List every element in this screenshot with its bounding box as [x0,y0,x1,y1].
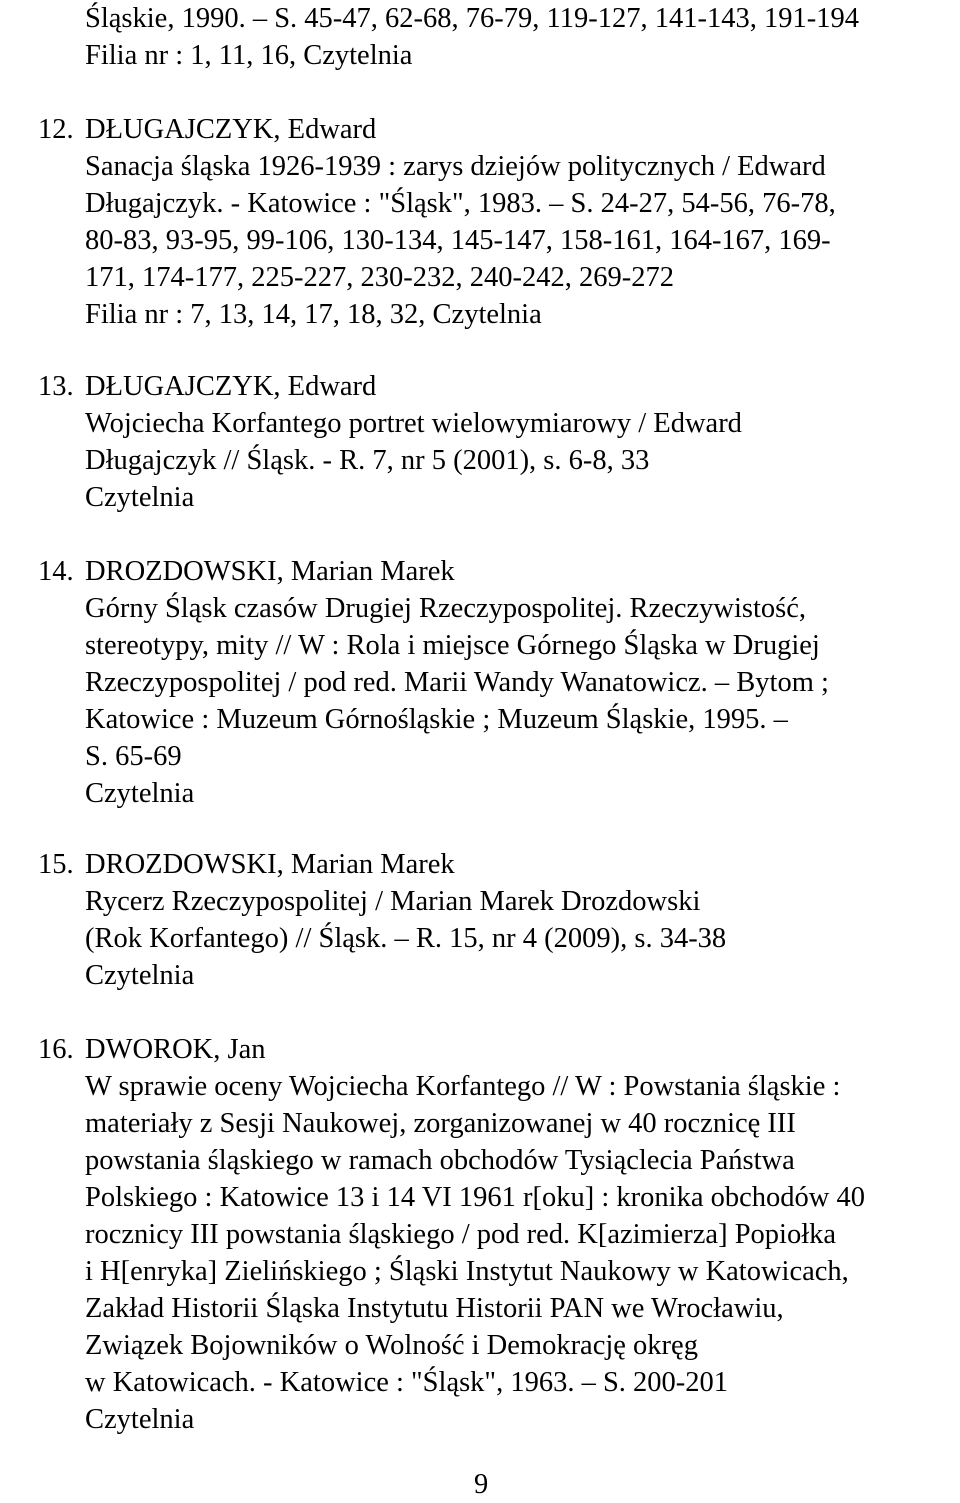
entry-author: DWOROK, Jan [85,1034,266,1065]
entry-author: DROZDOWSKI, Marian Marek [85,849,455,880]
entry-number: 15. [38,849,74,880]
text-line: W sprawie oceny Wojciecha Korfantego // W : Powstania śląskie : [85,1071,841,1102]
text-line: Długajczyk // Śląsk. - R. 7, nr 5 (2001), s. 6-8, 33 [85,445,650,476]
entry-body [85,1031,865,1438]
text-line: i H[enryka] Zielińskiego ; Śląski Instytut Naukowy w Katowicach, [85,1256,849,1287]
entry-body [85,846,726,994]
text-line: Katowice : Muzeum Górnośląskie ; Muzeum Śląskie, 1995. – [85,704,788,735]
entry-number: 14. [38,556,74,587]
entry-number: 12. [38,114,74,145]
entry-location: Czytelnia [85,960,195,991]
text-line: Polskiego : Katowice 13 i 14 VI 1961 r[oku] : kronika obchodów 40 [85,1182,865,1213]
text-line: Związek Bojowników o Wolność i Demokrację okręg [85,1330,698,1361]
text-line: Rycerz Rzeczypospolitej / Marian Marek Drozdowski [85,886,701,917]
text-line: 171, 174-177, 225-227, 230-232, 240-242, 269-272 [85,262,674,293]
page-number: 9 [474,1469,489,1500]
text-line: powstania śląskiego w ramach obchodów Tysiąclecia Państwa [85,1145,795,1176]
text-line: materiały z Sesji Naukowej, zorganizowanej w 40 rocznicę III [85,1108,796,1139]
text-line: stereotypy, mity // W : Rola i miejsce Górnego Śląska w Drugiej [85,630,820,661]
entry-author: DŁUGAJCZYK, Edward [85,371,377,402]
entry-body [85,368,742,516]
text-line: Sanacja śląska 1926-1939 : zarys dziejów politycznych / Edward [85,151,826,182]
text-line: Śląskie, 1990. – S. 45-47, 62-68, 76-79, 119-127, 141-143, 191-194 [85,3,859,34]
text-line: Filia nr : 1, 11, 16, Czytelnia [85,40,413,71]
entry-number: 16. [38,1034,74,1065]
text-line: Zakład Historii Śląska Instytutu Historii PAN we Wrocławiu, [85,1293,784,1324]
text-line: Rzeczypospolitej / pod red. Marii Wandy Wanatowicz. – Bytom ; [85,667,829,698]
entry-location: Czytelnia [85,1404,195,1435]
text-line: Wojciecha Korfantego portret wielowymiarowy / Edward [85,408,742,439]
entry-location: Czytelnia [85,482,195,513]
text-line: w Katowicach. - Katowice : "Śląsk", 1963. – S. 200-201 [85,1367,729,1398]
entry-location: Filia nr : 7, 13, 14, 17, 18, 32, Czytelnia [85,299,542,330]
entry-body [85,111,836,333]
entry-number: 13. [38,371,74,402]
text-line: (Rok Korfantego) // Śląsk. – R. 15, nr 4 (2009), s. 34-38 [85,923,727,954]
text-line: Górny Śląsk czasów Drugiej Rzeczypospolitej. Rzeczywistość, [85,593,807,624]
entry-body [85,553,829,812]
entry-location: Czytelnia [85,778,195,809]
text-line: S. 65-69 [85,741,182,772]
text-line: Długajczyk. - Katowice : "Śląsk", 1983. – S. 24-27, 54-56, 76-78, [85,188,836,219]
text-line: 80-83, 93-95, 99-106, 130-134, 145-147, 158-161, 164-167, 169- [85,225,831,256]
text-line: rocznicy III powstania śląskiego / pod red. K[azimierza] Popiołka [85,1219,837,1250]
entry-author: DROZDOWSKI, Marian Marek [85,556,455,587]
continuation-body [85,0,859,74]
entry-author: DŁUGAJCZYK, Edward [85,114,377,145]
